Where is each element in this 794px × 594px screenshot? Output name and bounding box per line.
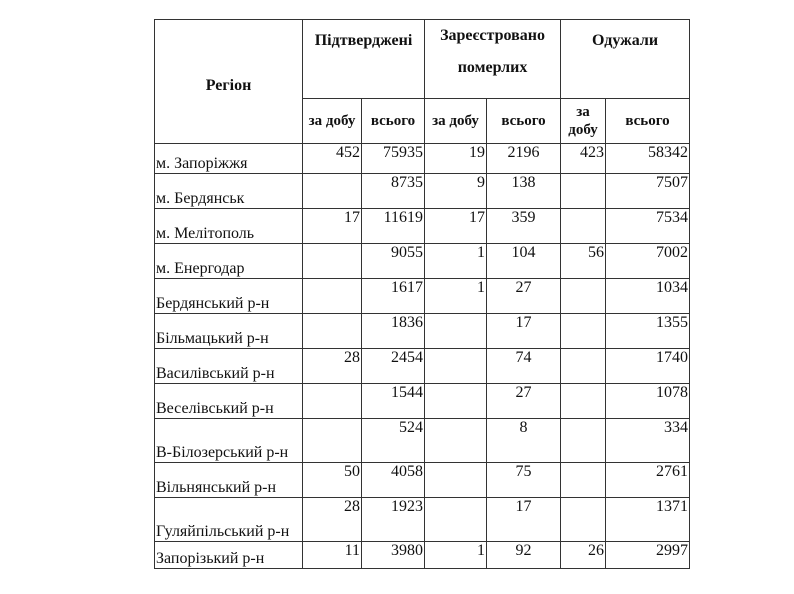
- confirmed-per-day-cell: 28: [303, 349, 362, 384]
- table-row: [155, 419, 690, 463]
- recovered-total-cell: 58342: [606, 144, 690, 174]
- recovered-total-cell: 2761: [606, 463, 690, 498]
- deaths-per-day-cell: [425, 349, 487, 384]
- header-deaths: [425, 20, 561, 99]
- covid-stats-table: [154, 19, 690, 569]
- deaths-total-cell: 92: [487, 542, 561, 569]
- confirmed-per-day-cell: [303, 174, 362, 209]
- deaths-per-day-cell: [425, 384, 487, 419]
- recovered-per-day-cell: [561, 349, 606, 384]
- header-confirmed: Підтверджені: [303, 20, 425, 99]
- table-row: [155, 279, 690, 314]
- confirmed-per-day-cell: [303, 419, 362, 463]
- recovered-per-day-cell: [561, 314, 606, 349]
- header-confirmed-per-day: за добу: [303, 99, 362, 144]
- deaths-total-cell: 27: [487, 279, 561, 314]
- confirmed-total-cell: 4058: [362, 463, 425, 498]
- region-cell: В-Білозерський р-н: [155, 419, 303, 463]
- deaths-per-day-cell: [425, 463, 487, 498]
- recovered-total-cell: 334: [606, 419, 690, 463]
- recovered-per-day-cell: [561, 463, 606, 498]
- recovered-total-cell: 7507: [606, 174, 690, 209]
- deaths-per-day-cell: [425, 498, 487, 542]
- recovered-per-day-cell: [561, 209, 606, 244]
- table-row: [155, 498, 690, 542]
- deaths-per-day-cell: 1: [425, 279, 487, 314]
- table-row: [155, 174, 690, 209]
- region-cell: Гуляйпільський р-н: [155, 498, 303, 542]
- recovered-total-cell: 1740: [606, 349, 690, 384]
- deaths-total-cell: 8: [487, 419, 561, 463]
- deaths-total-cell: 74: [487, 349, 561, 384]
- confirmed-total-cell: 9055: [362, 244, 425, 279]
- deaths-per-day-cell: [425, 314, 487, 349]
- confirmed-per-day-cell: [303, 384, 362, 419]
- deaths-total-cell: 359: [487, 209, 561, 244]
- recovered-per-day-cell: [561, 174, 606, 209]
- header-row-top: [155, 20, 690, 99]
- recovered-per-day-cell: 56: [561, 244, 606, 279]
- confirmed-total-cell: 1923: [362, 498, 425, 542]
- deaths-per-day-cell: 19: [425, 144, 487, 174]
- region-cell: Бердянський р-н: [155, 279, 303, 314]
- region-cell: Василівський р-н: [155, 349, 303, 384]
- recovered-total-cell: 1034: [606, 279, 690, 314]
- confirmed-total-cell: 75935: [362, 144, 425, 174]
- region-cell: Вільнянський р-н: [155, 463, 303, 498]
- recovered-per-day-cell: 26: [561, 542, 606, 569]
- confirmed-total-cell: 1836: [362, 314, 425, 349]
- deaths-per-day-cell: 1: [425, 244, 487, 279]
- recovered-per-day-cell: [561, 419, 606, 463]
- header-recovered: Одужали: [561, 20, 690, 99]
- deaths-total-cell: 17: [487, 498, 561, 542]
- region-cell: м. Енергодар: [155, 244, 303, 279]
- table-row: [155, 384, 690, 419]
- deaths-per-day-cell: 17: [425, 209, 487, 244]
- deaths-per-day-cell: [425, 419, 487, 463]
- header-recovered-total: всього: [606, 99, 690, 144]
- recovered-total-cell: 2997: [606, 542, 690, 569]
- table-row: [155, 349, 690, 384]
- confirmed-per-day-cell: 452: [303, 144, 362, 174]
- recovered-per-day-cell: [561, 279, 606, 314]
- deaths-per-day-cell: 1: [425, 542, 487, 569]
- table-row: [155, 542, 690, 569]
- header-deaths-total: всього: [487, 99, 561, 144]
- table-row: [155, 144, 690, 174]
- confirmed-per-day-cell: [303, 279, 362, 314]
- confirmed-total-cell: 1544: [362, 384, 425, 419]
- deaths-total-cell: 138: [487, 174, 561, 209]
- header-region: Регіон: [155, 20, 303, 144]
- recovered-per-day-cell: [561, 384, 606, 419]
- confirmed-per-day-cell: 50: [303, 463, 362, 498]
- recovered-total-cell: 7002: [606, 244, 690, 279]
- confirmed-per-day-cell: 11: [303, 542, 362, 569]
- region-cell: Веселівський р-н: [155, 384, 303, 419]
- deaths-total-cell: 27: [487, 384, 561, 419]
- confirmed-total-cell: 2454: [362, 349, 425, 384]
- region-cell: Більмацький р-н: [155, 314, 303, 349]
- deaths-total-cell: 75: [487, 463, 561, 498]
- recovered-total-cell: 1078: [606, 384, 690, 419]
- header-deaths-label: Зареєстровано померлих: [440, 27, 545, 76]
- header-confirmed-total: всього: [362, 99, 425, 144]
- region-cell: м. Бердянськ: [155, 174, 303, 209]
- confirmed-total-cell: 11619: [362, 209, 425, 244]
- table-row: [155, 314, 690, 349]
- table-header: [155, 20, 690, 144]
- region-cell: м. Запоріжжя: [155, 144, 303, 174]
- header-recovered-per-day: за добу: [561, 99, 606, 144]
- deaths-total-cell: 104: [487, 244, 561, 279]
- confirmed-per-day-cell: [303, 244, 362, 279]
- region-cell: м. Мелітополь: [155, 209, 303, 244]
- deaths-total-cell: 17: [487, 314, 561, 349]
- table-row: [155, 209, 690, 244]
- deaths-per-day-cell: 9: [425, 174, 487, 209]
- confirmed-total-cell: 8735: [362, 174, 425, 209]
- region-cell: Запорізький р-н: [155, 542, 303, 569]
- confirmed-total-cell: 524: [362, 419, 425, 463]
- recovered-per-day-cell: 423: [561, 144, 606, 174]
- confirmed-total-cell: 1617: [362, 279, 425, 314]
- recovered-per-day-cell: [561, 498, 606, 542]
- table-body: [155, 144, 690, 569]
- recovered-total-cell: 1355: [606, 314, 690, 349]
- recovered-total-cell: 7534: [606, 209, 690, 244]
- confirmed-per-day-cell: 28: [303, 498, 362, 542]
- confirmed-total-cell: 3980: [362, 542, 425, 569]
- deaths-total-cell: 2196: [487, 144, 561, 174]
- table-row: [155, 463, 690, 498]
- header-deaths-per-day: за добу: [425, 99, 487, 144]
- recovered-total-cell: 1371: [606, 498, 690, 542]
- confirmed-per-day-cell: [303, 314, 362, 349]
- table-row: [155, 244, 690, 279]
- confirmed-per-day-cell: 17: [303, 209, 362, 244]
